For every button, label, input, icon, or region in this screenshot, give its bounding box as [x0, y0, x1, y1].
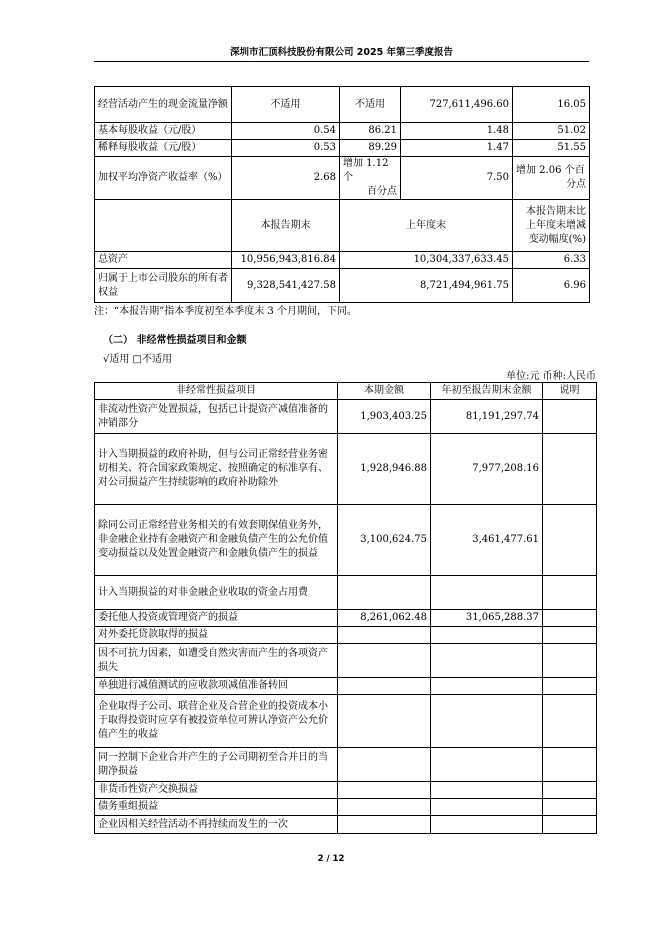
table-row [95, 799, 597, 816]
table-row [95, 644, 597, 678]
cell: 6.33 [513, 252, 590, 269]
note-cell [543, 576, 597, 610]
non-recurring-items-table [94, 382, 597, 834]
column-header: 上年度末 [340, 200, 513, 252]
cell: 1.47 [401, 140, 513, 157]
current-cell [338, 576, 431, 610]
note-cell [543, 799, 597, 816]
column-header: 年初至报告期末金额 [431, 383, 543, 400]
ytd-cell [431, 627, 543, 644]
note-cell [543, 695, 597, 748]
cell: 增加 1.12 个 百分点 [340, 157, 401, 200]
ytd-cell [431, 799, 543, 816]
row-label: 稀释每股收益（元/股） [95, 140, 232, 157]
cell: 6.96 [513, 269, 590, 303]
item-cell: 计入当期损益的政府补助，但与公司正常经营业务密切相关、符合国家政策规定、按照确定的标准享有、对公司损益产生持续影响的政府补助除外 [95, 434, 338, 505]
ytd-cell [431, 782, 543, 799]
cell: 51.55 [513, 140, 590, 157]
row-label: 加权平均净资产收益率（%） [95, 157, 232, 200]
section-title: （二） 非经常性损益项目和金额 [103, 335, 247, 346]
item-cell: 债务重组损益 [95, 799, 338, 816]
column-header: 非经常性损益项目 [95, 383, 338, 400]
applicable-checkbox-line: √适用 □不适用 [103, 354, 172, 365]
note-cell [543, 816, 597, 834]
key-financial-table [94, 86, 590, 303]
item-cell: 对外委托贷款取得的损益 [95, 627, 338, 644]
cell: 0.54 [232, 123, 340, 140]
ytd-cell: 31,065,288.37 [431, 610, 543, 627]
table-row [95, 627, 597, 644]
current-cell [338, 799, 431, 816]
item-cell: 委托他人投资或管理资产的损益 [95, 610, 338, 627]
table-row [95, 87, 590, 123]
ytd-cell: 7,977,208.16 [431, 434, 543, 505]
row-label: 经营活动产生的现金流量净额 [95, 87, 232, 123]
note-cell [543, 644, 597, 678]
column-header: 本报告期末比 上年度末增减 变动幅度(%) [513, 200, 590, 252]
note-cell [543, 505, 597, 576]
item-cell: 非流动性资产处置损益，包括已计提资产减值准备的冲销部分 [95, 400, 338, 434]
empty-cell [95, 200, 232, 252]
cell: 2.68 [232, 157, 340, 200]
item-cell: 除同公司正常经营业务相关的有效套期保值业务外，非金融企业持有金融资产和金融负债产生的公允价值变动损益以及处置金融资产和金融负债产生的损益 [95, 505, 338, 576]
ytd-cell: 81,191,297.74 [431, 400, 543, 434]
current-cell: 1,903,403.25 [338, 400, 431, 434]
current-cell [338, 627, 431, 644]
report-header: 深圳市汇顶科技股份有限公司 2025 年第三季度报告 [229, 47, 454, 58]
header-divider [94, 61, 589, 62]
table-header-row [95, 383, 597, 400]
table-row [95, 576, 597, 610]
current-cell [338, 695, 431, 748]
table-row [95, 252, 590, 269]
cell: 86.21 [340, 123, 401, 140]
table-row [95, 269, 590, 303]
cell: 1.48 [401, 123, 513, 140]
unit-label: 单位:元 币种:人民币 [506, 371, 596, 382]
page-number: 2 / 12 [317, 854, 345, 864]
note-cell [543, 748, 597, 782]
footnote: 注：“本报告期”指本季度初至本季度末 3 个月期间，下同。 [94, 306, 357, 317]
row-label: 总资产 [95, 252, 232, 269]
current-cell [338, 678, 431, 695]
note-cell [543, 434, 597, 505]
column-header: 本报告期末 [232, 200, 340, 252]
table-row [95, 123, 590, 140]
table-row [95, 678, 597, 695]
table-row [95, 400, 597, 434]
ytd-cell [431, 576, 543, 610]
item-cell: 企业取得子公司、联营企业及合营企业的投资成本小于取得投资时应享有被投资单位可辨认净资产公允价值产生的收益 [95, 695, 338, 748]
table-row [95, 695, 597, 748]
table-row [95, 140, 590, 157]
current-cell: 1,928,946.88 [338, 434, 431, 505]
cell: 727,611,496.60 [401, 87, 513, 123]
column-header: 说明 [543, 383, 597, 400]
cell: 9,328,541,427.58 [232, 269, 340, 303]
item-cell: 因不可抗力因素，如遭受自然灾害而产生的各项资产损失 [95, 644, 338, 678]
item-cell: 企业因相关经营活动不再持续而发生的一次 [95, 816, 338, 834]
note-cell [543, 678, 597, 695]
cell: 7.50 [401, 157, 513, 200]
table-row [95, 610, 597, 627]
ytd-cell [431, 695, 543, 748]
note-cell [543, 610, 597, 627]
current-cell: 3,100,624.75 [338, 505, 431, 576]
ytd-cell [431, 644, 543, 678]
item-cell: 同一控制下企业合并产生的子公司期初至合并日的当期净损益 [95, 748, 338, 782]
cell: 89.29 [340, 140, 401, 157]
table-row [95, 505, 597, 576]
table-row [95, 434, 597, 505]
current-cell [338, 782, 431, 799]
row-label: 基本每股收益（元/股） [95, 123, 232, 140]
item-cell: 单独进行减值测试的应收款项减值准备转回 [95, 678, 338, 695]
current-cell [338, 748, 431, 782]
cell: 10,304,337,633.45 [340, 252, 513, 269]
table-row [95, 748, 597, 782]
note-cell [543, 400, 597, 434]
note-cell [543, 782, 597, 799]
cell: 16.05 [513, 87, 590, 123]
table-subheader-row [95, 200, 590, 252]
ytd-cell: 3,461,477.61 [431, 505, 543, 576]
table-row [95, 782, 597, 799]
row-label: 归属于上市公司股东的所有者权益 [95, 269, 232, 303]
current-cell: 8,261,062.48 [338, 610, 431, 627]
cell: 8,721,494,961.75 [340, 269, 513, 303]
cell: 0.53 [232, 140, 340, 157]
item-cell: 非货币性资产交换损益 [95, 782, 338, 799]
ytd-cell [431, 816, 543, 834]
cell: 不适用 [340, 87, 401, 123]
ytd-cell [431, 748, 543, 782]
column-header: 本期金额 [338, 383, 431, 400]
item-cell: 计入当期损益的对非金融企业收取的资金占用费 [95, 576, 338, 610]
ytd-cell [431, 678, 543, 695]
table-row [95, 816, 597, 834]
cell: 10,956,943,816.84 [232, 252, 340, 269]
cell: 增加 2.06 个百 分点 [513, 157, 590, 200]
note-cell [543, 627, 597, 644]
cell: 51.02 [513, 123, 590, 140]
table-row [95, 157, 590, 200]
cell: 不适用 [232, 87, 340, 123]
current-cell [338, 816, 431, 834]
current-cell [338, 644, 431, 678]
